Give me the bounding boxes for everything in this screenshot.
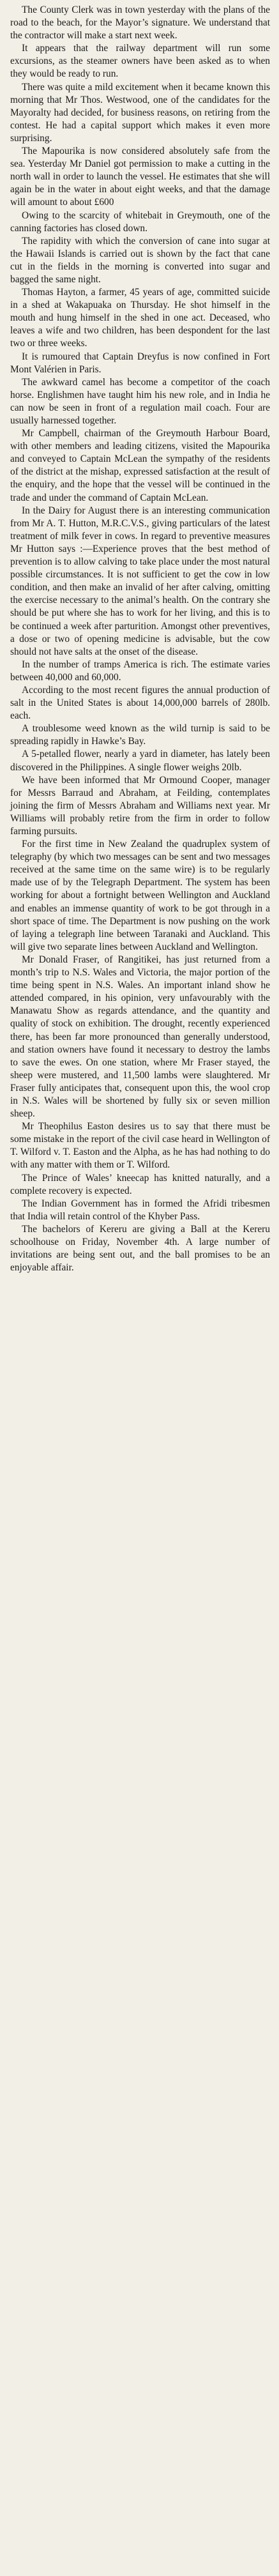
news-item-harbour-board-visit: Mr Campbell, chairman of the Greymouth Harbour Board, with other members and leading citizens, visited the Mapourika and conveyed to Captain McLean the sympathy of the residents of the district at the mishap, expressed satisfaction at the result of the enquiry, and the hope that the vessel will be continued in the trade and under the command of Captain McLean. [10,428,270,503]
news-item-prince-of-wales: The Prince of Wales’ kneecap has knitted naturally, and a complete recovery is expected. [10,1172,270,1196]
news-item-mayoralty-withdrawal: There was quite a mild excitement when it became known this morning that Mr Thos. Westwood, one of the candidates for the Mayoralty had decided, for business reasons, on retiring from the contest. He had a capital support which makes it even more surprising. [10,81,270,144]
news-item-mapourika-safe: The Mapourika is now considered absolutely safe from the sea. Yesterday Mr Daniel got permission to make a cutting in the north wall in order to launch the vessel. He estimates that she will again be in the water in about eight weeks, and that the damage will amount to about £600 [10,146,270,208]
news-item-quadruplex-telegraphy: For the first time in New Zealand the quadruplex system of telegraphy (by which two messages can be sent and two messages received at the same time on the same wire) is to be regularly made use of by the Telegraph Department. The system has been working for about a fortnight between Wellington and Auckland and enables an immense quantity of work to be got through in a short space of time. The Department is now pushing on the work of laying a telegraph line between Taranaki and Auckland. This will give two separate lines between Auckland and Wellington. [10,839,270,952]
news-item-ormound-cooper: We have been informed that Mr Ormound Cooper, manager for Messrs Barraud and Abraham, at Feilding, contemplates joining the firm of Messrs Abraham and Williams next year. Mr Williams will probably retire from the firm in order to follow farming pursuits. [10,774,270,837]
news-item-salt-production: According to the most recent figures the annual production of salt in the United States is about 14,000,000 barrels of 280lb. each. [10,684,270,722]
news-item-county-clerk: The County Clerk was in town yesterday with the plans of the road to the beach, for the Mayor’s signature. We understand that the contractor will make a start next week. [10,4,270,42]
news-item-wild-turnip: A troublesome weed known as the wild turnip is said to be spreading rapidly in Hawke’s Bay. [10,723,270,747]
news-item-donald-fraser: Mr Donald Fraser, of Rangitikei, has just returned from a month’s trip to N.S. Wales and Victoria, the major portion of the time being spent in N.S. Wales. An important inland show he attended compared, in his opinion, very unfavourably with the Manawatu Show as regards attendance, and the quantity and quality of stock on exhibition. The drought, recently experienced there, has been far more pronounced than generally understood, and station owners have found it necessary to destroy the lambs to save the ewes. On one station, where Mr Fraser stayed, the sheep were mustered, and 11,500 lambs were slaughtered. Mr Fraser fully anticipates that, consequent upon this, the wool crop in N.S. Wales will be shortened by fully six or seven million sheep. [10,954,270,1120]
news-item-railway-excursions: It appears that the railway department will run some excursions, as the steamer owners have been asked as to when they would be ready to run. [10,43,270,80]
news-item-camel-coach: The awkward camel has become a competitor of the coach horse. Englishmen have taught him his new role, and in India he can now be seen in front of a regulation mail coach. Four are usually harnessed together. [10,376,270,426]
news-item-philippines-flower: A 5-petalled flower, nearly a yard in diameter, has lately been discovered in the Philippines. A single flower weighs 20lb. [10,749,270,773]
news-item-dreyfus: It is rumoured that Captain Dreyfus is now confined in Fort Mont Valérien in Paris. [10,351,270,375]
news-item-khyber-pass: The Indian Government has in formed the Afridi tribesmen that India will retain control of the Khyber Pass. [10,1198,270,1222]
news-item-tramps-america: In the number of tramps America is rich. The estimate varies between 40,000 and 60,000. [10,659,270,683]
news-item-whitebait-factory: Owing to the scarcity of whitebait in Greymouth, one of the canning factories has closed down. [10,210,270,234]
news-item-hawaii-sugar: The rapidity with which the conversion of cane into sugar at the Hawaii Islands is carried out is shown by the fact that cane cut in the fields in the morning is converted into sugar and bagged the same night. [10,235,270,285]
news-item-hayton-suicide: Thomas Hayton, a farmer, 45 years of age, committed suicide in a shed at Wakapuaka on Thursday. He shot himself in the mouth and hung himself in the shed in one act. Deceased, who leaves a wife and two children, has been despondent for the last two or three weeks. [10,287,270,349]
news-item-theophilus-easton: Mr Theophilus Easton desires us to say that there must be some mistake in the report of the civil case heard in Wellington of T. Wilford v. T. Easton and the Alpha, as he has had nothing to do with any matter with them or T. Wilford. [10,1121,270,1171]
news-item-milk-fever: In the Dairy for August there is an interesting communication from Mr A. T. Hutton, M.R.C.V.S., giving particulars of the latest treatment of milk fever in cows. In regard to preventive measures Mr Hutton says :—Experience proves that the best method of prevention is to allow calving to take place under the most natural possible circumstances. It is not sufficient to get the cow in low condition, and then make an invalid of her after calving, omitting the exercise necessary to the animal’s health. On the contrary she should be put where she has to work for her living, and this is to be continued a week after parturition. Amongst other preventives, a dose or two of opening medicine is advisable, but the cow should not have salts at the onset of the disease. [10,505,270,657]
news-item-kereru-ball: The bachelors of Kereru are giving a Ball at the Kereru schoolhouse on Friday, November 4th. A large number of invitations are being sent out, and the ball promises to be an enjoyable affair. [10,1223,270,1274]
